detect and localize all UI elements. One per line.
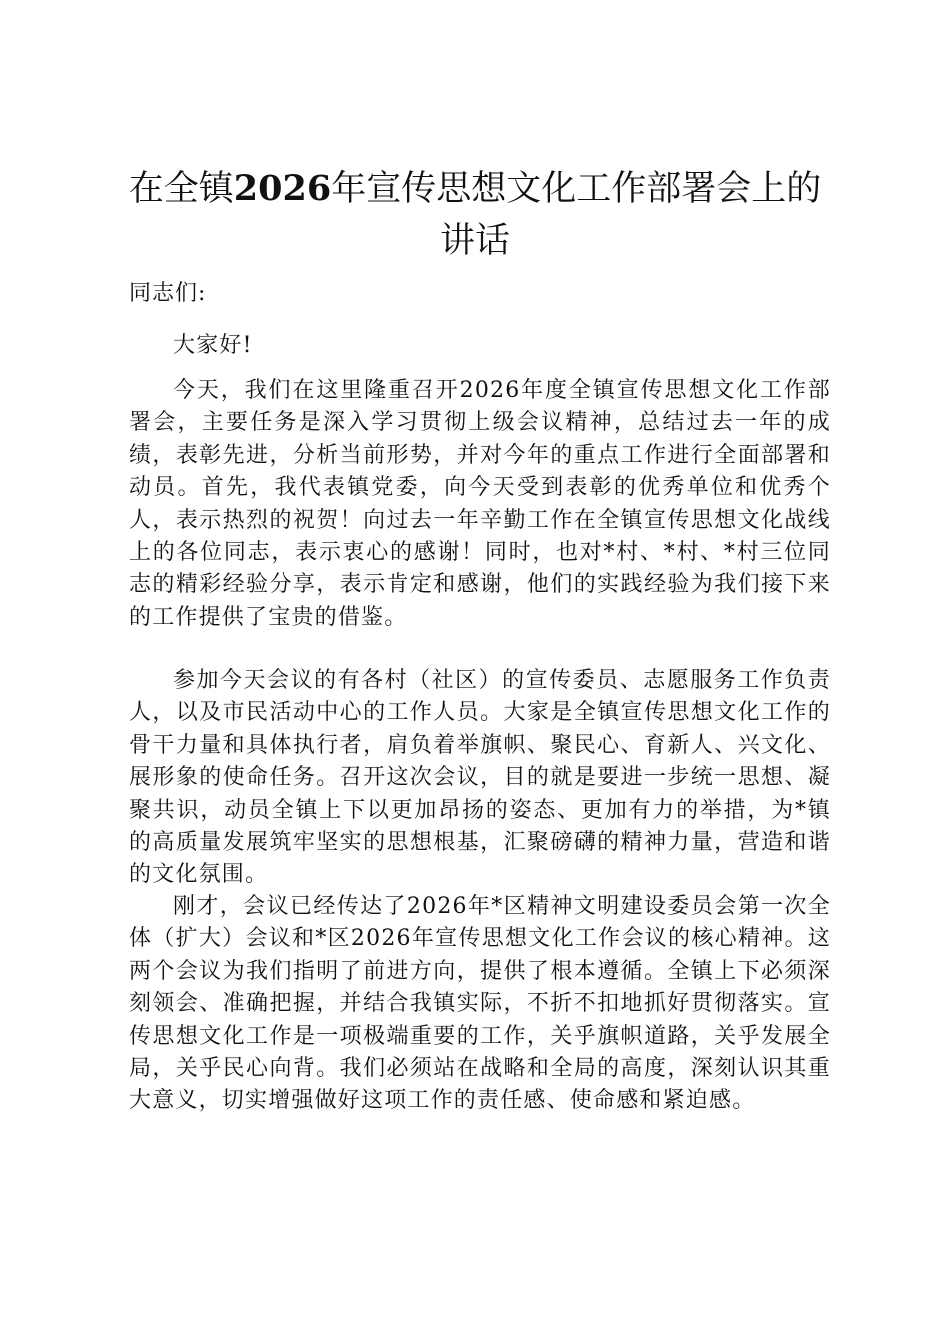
title-text-part1: 在全镇 xyxy=(128,169,234,209)
title-text-part2: 年宣传思想文化工作部署会上的讲话 xyxy=(331,169,822,261)
salutation: 同志们: xyxy=(129,281,207,306)
paragraph-3: 刚才，会议已经传达了2026年*区精神文明建设委员会第一次全体（扩大）会议和*区2026年宣传思想文化工作会议的核心精神。这两个会议为我们指明了前进方向，提供了根本遵循。全镇上下必须深刻领会、准确把握，并结合我镇实际，不折不扣地抓好贯彻落实。宣传思想文化工作是一项极端重要的工作，关乎旗帜道路，关乎发展全局，关乎民心向背。我们必须站在战略和全局的高度，深刻认识其重大意义，切实增强做好这项工作的责任感、使命感和紧迫感。 xyxy=(129,894,831,1114)
document-title xyxy=(125,163,825,267)
greeting: 大家好! xyxy=(173,333,253,358)
title-year: 2026 xyxy=(233,168,332,209)
paragraph-1: 今天，我们在这里隆重召开2026年度全镇宣传思想文化工作部署会，主要任务是深入学习贯彻上级会议精神，总结过去一年的成绩，表彰先进，分析当前形势，并对今年的重点工作进行全面部署和动员。首先，我代表镇党委，向今天受到表彰的优秀单位和优秀个人，表示热烈的祝贺！向过去一年辛勤工作在全镇宣传思想文化战线上的各位同志，表示衷心的感谢！同时，也对*村、*村、*村三位同志的精彩经验分享，表示肯定和感谢，他们的实践经验为我们接下来的工作提供了宝贵的借鉴。 xyxy=(129,378,831,630)
paragraph-2: 参加今天会议的有各村（社区）的宣传委员、志愿服务工作负责人，以及市民活动中心的工作人员。大家是全镇宣传思想文化工作的骨干力量和具体执行者，肩负着举旗帜、聚民心、育新人、兴文化、展形象的使命任务。召开这次会议，目的就是要进一步统一思想、凝聚共识，动员全镇上下以更加昂扬的姿态、更加有力的举措，为*镇的高质量发展筑牢坚实的思想根基，汇聚磅礴的精神力量，营造和谐的文化氛围。 xyxy=(129,668,831,888)
